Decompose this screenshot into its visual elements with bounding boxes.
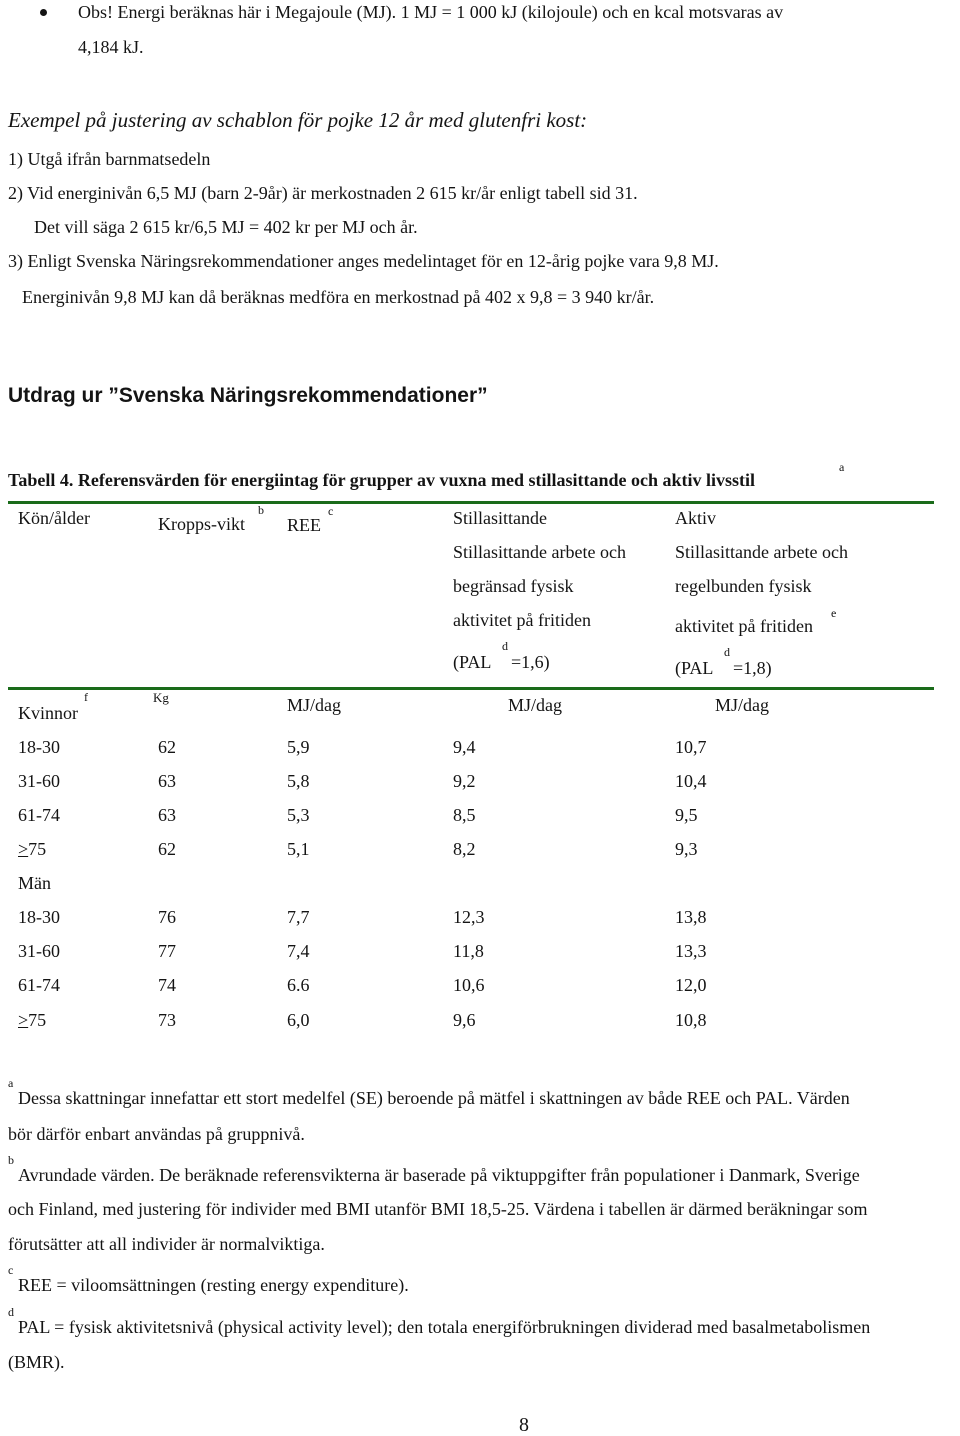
- units-kg: Kg: [153, 690, 169, 705]
- section-heading: Utdrag ur ”Svenska Näringsrekommendationer”: [8, 384, 488, 407]
- footnote-b-line1: Avrundade värden. De beräknade referensvikterna är baserade på viktuppgifter från populationer i Danmark, Sverige: [18, 1165, 860, 1185]
- cell-kg: 76: [158, 907, 176, 927]
- table-caption: Tabell 4. Referensvärden för energiintag för grupper av vuxna med stillasittande och aktiv livsstil: [8, 470, 756, 490]
- cell-kg: 73: [158, 1010, 176, 1030]
- header-kon-alder: Kön/ålder: [18, 508, 90, 528]
- cell-kg: 77: [158, 941, 176, 961]
- table-header-rule: [8, 687, 934, 690]
- footnote-a-line2: bör därför enbart användas på gruppnivå.: [8, 1124, 305, 1144]
- cell-still: 12,3: [453, 907, 485, 927]
- footnote-a-line1: Dessa skattningar innefattar ett stort medelfel (SE) beroende på mätfel i skattningen av både REE och PAL. Värden: [18, 1088, 850, 1108]
- cell-kg: 62: [158, 737, 176, 757]
- header-aktiv-sup: e: [831, 606, 837, 620]
- cell-aktiv: 10,8: [675, 1010, 707, 1030]
- bullet-dot-icon: [40, 9, 47, 16]
- header-stillasittande-2: Stillasittande arbete och: [453, 542, 626, 562]
- cell-still: 9,2: [453, 771, 476, 791]
- header-aktiv-1: Aktiv: [675, 508, 717, 528]
- cell-still: 11,8: [453, 941, 484, 961]
- header-stillasittande-pal: (PAL: [453, 652, 492, 672]
- cell-kg: 63: [158, 771, 176, 791]
- cell-ree: 7,4: [287, 941, 310, 961]
- footnote-d-line2: (BMR).: [8, 1352, 65, 1372]
- group-label-man: Män: [18, 873, 51, 893]
- footnote-c-mark: c: [8, 1263, 14, 1277]
- footnote-c-line1: REE = viloomsättningen (resting energy expenditure).: [18, 1275, 409, 1295]
- units-kvinnor-sup: f: [84, 690, 88, 704]
- cell-ree: 5,1: [287, 839, 310, 859]
- intro-bullet-line1: Obs! Energi beräknas här i Megajoule (MJ). 1 MJ = 1 000 kJ (kilojoule) och en kcal motsvaras av: [78, 2, 784, 22]
- cell-age: 18-30: [18, 737, 60, 757]
- header-stillasittande-pal-sup: d: [502, 639, 508, 653]
- table-caption-sup: a: [839, 460, 845, 474]
- cell-aktiv: 9,3: [675, 839, 698, 859]
- cell-ree: 5,8: [287, 771, 310, 791]
- units-aktiv: MJ/dag: [715, 695, 769, 715]
- cell-kg: 74: [158, 975, 176, 995]
- cell-kg: 63: [158, 805, 176, 825]
- cell-aktiv: 13,8: [675, 907, 707, 927]
- header-aktiv-3: regelbunden fysisk: [675, 576, 812, 596]
- ge-sign: >: [18, 1010, 29, 1030]
- footnote-b-line2: och Finland, med justering för individer med BMI utanför BMI 18,5-25. Värdena i tabellen är därmed beräkningar som: [8, 1199, 868, 1219]
- header-stillasittande-1: Stillasittande: [453, 508, 547, 528]
- header-stillasittande-4: aktivitet på fritiden: [453, 610, 591, 630]
- header-aktiv-pal-val: =1,8): [733, 658, 772, 678]
- cell-age-value: 75: [28, 839, 47, 859]
- footnote-a-mark: a: [8, 1076, 14, 1090]
- cell-aktiv: 10,7: [675, 737, 707, 757]
- example-line-4: 3) Enligt Svenska Näringsrekommendationer anges medelintaget för en 12-årig pojke vara 9,8 MJ.: [8, 251, 719, 271]
- footnote-b-mark: b: [8, 1153, 14, 1167]
- units-kvinnor: Kvinnor: [18, 703, 78, 723]
- units-still: MJ/dag: [508, 695, 562, 715]
- intro-bullet-line2: 4,184 kJ.: [78, 37, 144, 57]
- cell-still: 10,6: [453, 975, 485, 995]
- header-kroppsvikt-sup: b: [258, 503, 264, 517]
- footnote-d-mark: d: [8, 1305, 14, 1319]
- example-line-2: 2) Vid energinivån 6,5 MJ (barn 2-9år) är merkostnaden 2 615 kr/år enligt tabell sid 31.: [8, 183, 638, 203]
- footnote-d-line1: PAL = fysisk aktivitetsnivå (physical activity level); den totala energiförbrukningen dividerad med basalmetabolismen: [18, 1317, 871, 1337]
- header-aktiv-pal: (PAL: [675, 658, 714, 678]
- example-title: Exempel på justering av schablon för pojke 12 år med glutenfri kost:: [8, 108, 588, 132]
- cell-age: 61-74: [18, 975, 60, 995]
- cell-age-value: 75: [28, 1010, 47, 1030]
- cell-age: [18, 840, 46, 858]
- cell-age: [18, 1011, 46, 1029]
- cell-aktiv: 10,4: [675, 771, 707, 791]
- example-line-3: Det vill säga 2 615 kr/6,5 MJ = 402 kr per MJ och år.: [34, 217, 418, 237]
- cell-ree: 5,9: [287, 737, 310, 757]
- cell-still: 8,5: [453, 805, 476, 825]
- cell-ree: 6.6: [287, 975, 310, 995]
- header-stillasittande-pal-val: =1,6): [511, 652, 550, 672]
- cell-age: 61-74: [18, 805, 60, 825]
- footnote-b-line3: förutsätter att all individer är normalviktiga.: [8, 1234, 325, 1254]
- units-ree: MJ/dag: [287, 695, 341, 715]
- cell-ree: 5,3: [287, 805, 310, 825]
- header-aktiv-pal-sup: d: [724, 645, 730, 659]
- example-line-5: Energinivån 9,8 MJ kan då beräknas medföra en merkostnad på 402 x 9,8 = 3 940 kr/år.: [22, 287, 655, 307]
- cell-kg: 62: [158, 839, 176, 859]
- header-ree-sup: c: [328, 504, 334, 518]
- cell-age: 31-60: [18, 771, 60, 791]
- page-number: 8: [519, 1414, 529, 1436]
- cell-still: 8,2: [453, 839, 476, 859]
- cell-age: 31-60: [18, 941, 60, 961]
- example-line-1: 1) Utgå ifrån barnmatsedeln: [8, 149, 211, 169]
- header-aktiv-4: aktivitet på fritiden: [675, 616, 813, 636]
- header-kroppsvikt: Kropps-vikt: [158, 514, 245, 534]
- header-aktiv-2: Stillasittande arbete och: [675, 542, 848, 562]
- ge-sign: >: [18, 839, 29, 859]
- cell-ree: 7,7: [287, 907, 310, 927]
- cell-aktiv: 13,3: [675, 941, 707, 961]
- table-top-rule: [8, 501, 934, 504]
- cell-aktiv: 9,5: [675, 805, 698, 825]
- cell-aktiv: 12,0: [675, 975, 707, 995]
- cell-still: 9,6: [453, 1010, 476, 1030]
- cell-age: 18-30: [18, 907, 60, 927]
- cell-still: 9,4: [453, 737, 476, 757]
- cell-ree: 6,0: [287, 1010, 310, 1030]
- header-stillasittande-3: begränsad fysisk: [453, 576, 574, 596]
- header-ree: REE: [287, 515, 321, 535]
